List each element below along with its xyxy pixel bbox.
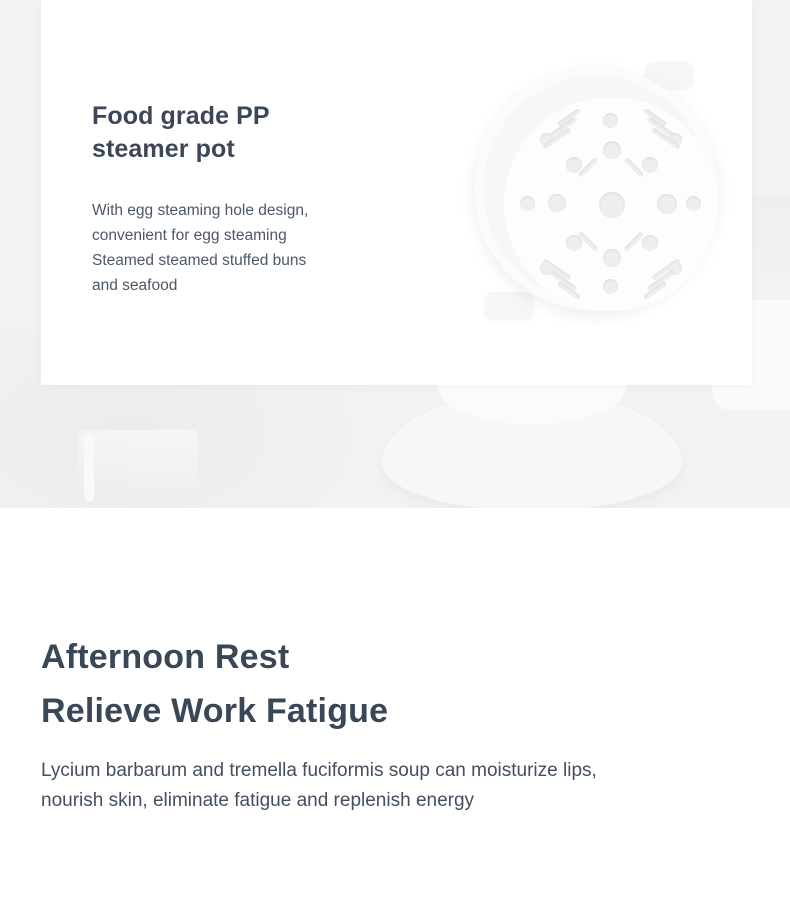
steamer-pot-image [459,52,729,332]
feature-card-title-line2: steamer pot [92,135,235,163]
pot-disc [474,67,718,311]
pot-hole [548,194,566,212]
feature-card-title-line1: Food grade PP [92,102,270,130]
pot-hole [642,235,658,251]
feature-card-description [92,166,422,298]
background-glass [78,430,198,508]
section-body-line2: nourish skin, eliminate fatigue and replenish energy [41,790,475,811]
pot-hole [603,279,618,294]
pot-hole [686,196,701,211]
pot-hole [520,196,535,211]
feature-card-title [92,100,422,166]
pot-inner-surface [504,97,718,311]
section-body-text [41,756,757,816]
feature-card-desc-line4: and seafood [92,277,178,294]
feature-card-desc-line1: With egg steaming hole design, [92,202,309,219]
pot-hole [657,194,677,214]
section-heading-line1: Afternoon Rest [41,638,290,676]
pot-hole [603,113,618,128]
pot-handle-bottom [485,292,533,318]
pot-hole-center [599,192,625,218]
pot-hole [603,141,621,159]
section-body-line1: Lycium barbarum and tremella fuciformis soup can moisturize lips, [41,760,597,781]
pot-slot [624,157,645,178]
lower-section [0,508,790,905]
feature-card-desc-line2: convenient for egg steaming [92,227,287,244]
feature-card-desc-line3: Steamed steamed stuffed buns [92,252,307,269]
pot-hole [642,157,658,173]
feature-card-text [92,100,422,298]
section-heading-line2: Relieve Work Fatigue [41,692,389,730]
pot-hole [603,249,621,267]
feature-card [41,0,752,385]
section-heading [41,630,388,738]
